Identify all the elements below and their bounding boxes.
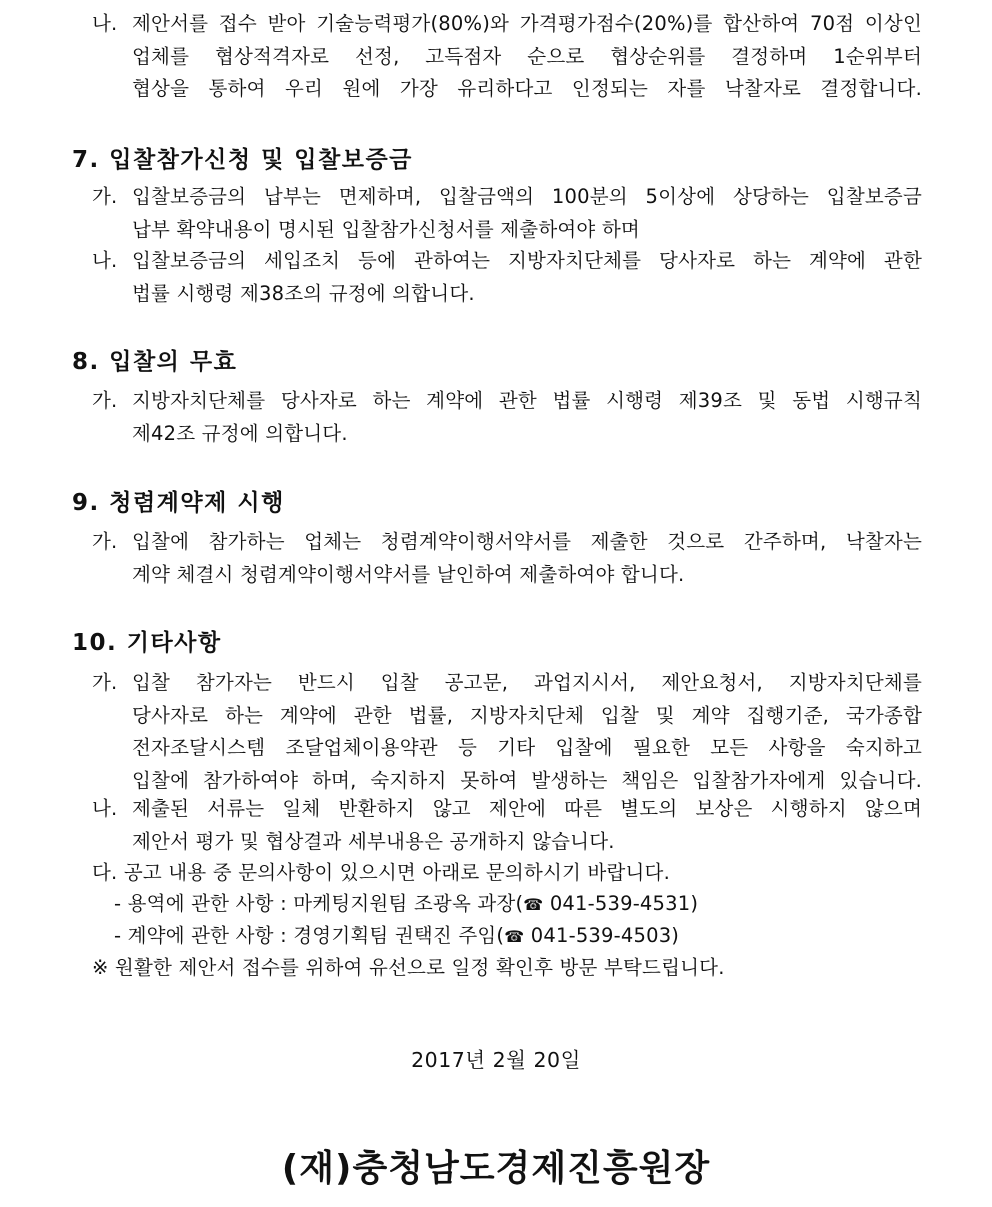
item-line: 입찰보증금의 세입조치 등에 관하여는 지방자치단체를 당사자로 하는 계약에 관한 [132, 249, 922, 272]
item-line: 입찰에 참가하여야 하며, 숙지하지 못하여 발생하는 책임은 입찰참가자에게 있습니다. [132, 768, 922, 792]
item-line: 협상을 통하여 우리 원에 가장 유리하다고 인정되는 자를 낙찰자로 결정합니다. [132, 77, 922, 100]
section10-heading: 10. 기타사항 [72, 630, 222, 656]
item-marker: 가. [92, 185, 118, 208]
contact-text: - 용역에 관한 사항 : 마케팅지원팀 조광옥 과장( [114, 892, 524, 915]
visit-note: ※ 원활한 제안서 접수를 위하여 유선으로 일정 확인후 방문 부탁드립니다. [92, 956, 725, 979]
item-marker: 나. [92, 797, 118, 820]
item-line: 제출된 서류는 일체 반환하지 않고 제안에 따른 별도의 보상은 시행하지 않으며 [132, 797, 922, 820]
section6-item-na [92, 8, 922, 106]
section10-item-ga [92, 667, 922, 797]
section9-heading: 9. 청렴계약제 시행 [72, 490, 285, 516]
phone-icon: ☎ [504, 927, 525, 946]
item-line: 제안서 평가 및 협상결과 세부내용은 공개하지 않습니다. [132, 829, 615, 853]
item-line: 입찰에 참가하는 업체는 청렴계약이행서약서를 제출한 것으로 간주하며, 낙찰자는 [132, 530, 922, 553]
section10-item-na [92, 793, 922, 858]
phone-icon: ☎ [523, 895, 544, 914]
item-marker: 나. [92, 12, 118, 35]
item-line: 업체를 협상적격자로 선정, 고득점자 순으로 협상순위를 결정하며 1순위부터 [132, 44, 922, 68]
document-date: 2017년 2월 20일 [411, 1048, 581, 1072]
item-line: 지방자치단체를 당사자로 하는 계약에 관한 법률 시행령 제39조 및 동법 시행규칙 [132, 389, 922, 412]
item-line: 전자조달시스템 조달업체이용약관 등 기타 입찰에 필요한 모든 사항을 숙지하고 [132, 736, 922, 759]
item-line: 법률 시행령 제38조의 규정에 의합니다. [132, 281, 475, 305]
section7-item-ga [92, 181, 922, 246]
item-marker: 가. [92, 389, 118, 412]
section10-item-da: 다. 공고 내용 중 문의사항이 있으시면 아래로 문의하시기 바랍니다. [92, 861, 670, 884]
contact-text: - 계약에 관한 사항 : 경영기획팀 권택진 주임( [114, 924, 505, 947]
section7-heading: 7. 입찰참가신청 및 입찰보증금 [72, 147, 413, 173]
item-line: 당사자로 하는 계약에 관한 법률, 지방자치단체 입찰 및 계약 집행기준, 국가종합 [132, 703, 922, 727]
item-line: 입찰보증금의 납부는 면제하며, 입찰금액의 100분의 5이상에 상당하는 입찰보증금 [132, 185, 922, 208]
section7-item-na [92, 245, 922, 310]
section9-item-ga [92, 526, 922, 591]
section8-heading: 8. 입찰의 무효 [72, 349, 238, 375]
contact-number: 041-539-4503) [524, 924, 680, 947]
contact-line-service [114, 888, 698, 921]
item-marker: 가. [92, 530, 118, 553]
contact-line-contract [114, 920, 679, 953]
item-marker: 가. [92, 671, 118, 694]
item-line: 제42조 규정에 의합니다. [132, 421, 348, 445]
item-marker: 나. [92, 249, 118, 272]
item-line: 입찰 참가자는 반드시 입찰 공고문, 과업지시서, 제안요청서, 지방자치단체를 [132, 671, 922, 694]
item-line: 납부 확약내용이 명시된 입찰참가신청서를 제출하여야 하며 [132, 217, 640, 241]
contact-number: 041-539-4531) [543, 892, 699, 915]
item-line: 제안서를 접수 받아 기술능력평가(80%)와 가격평가점수(20%)를 합산하여 70점 이상인 [132, 12, 922, 35]
signer-name: (재)충청남도경제진흥원장 [281, 1148, 711, 1189]
section8-item-ga [92, 385, 922, 450]
item-line: 계약 체결시 청렴계약이행서약서를 날인하여 제출하여야 합니다. [132, 562, 685, 586]
